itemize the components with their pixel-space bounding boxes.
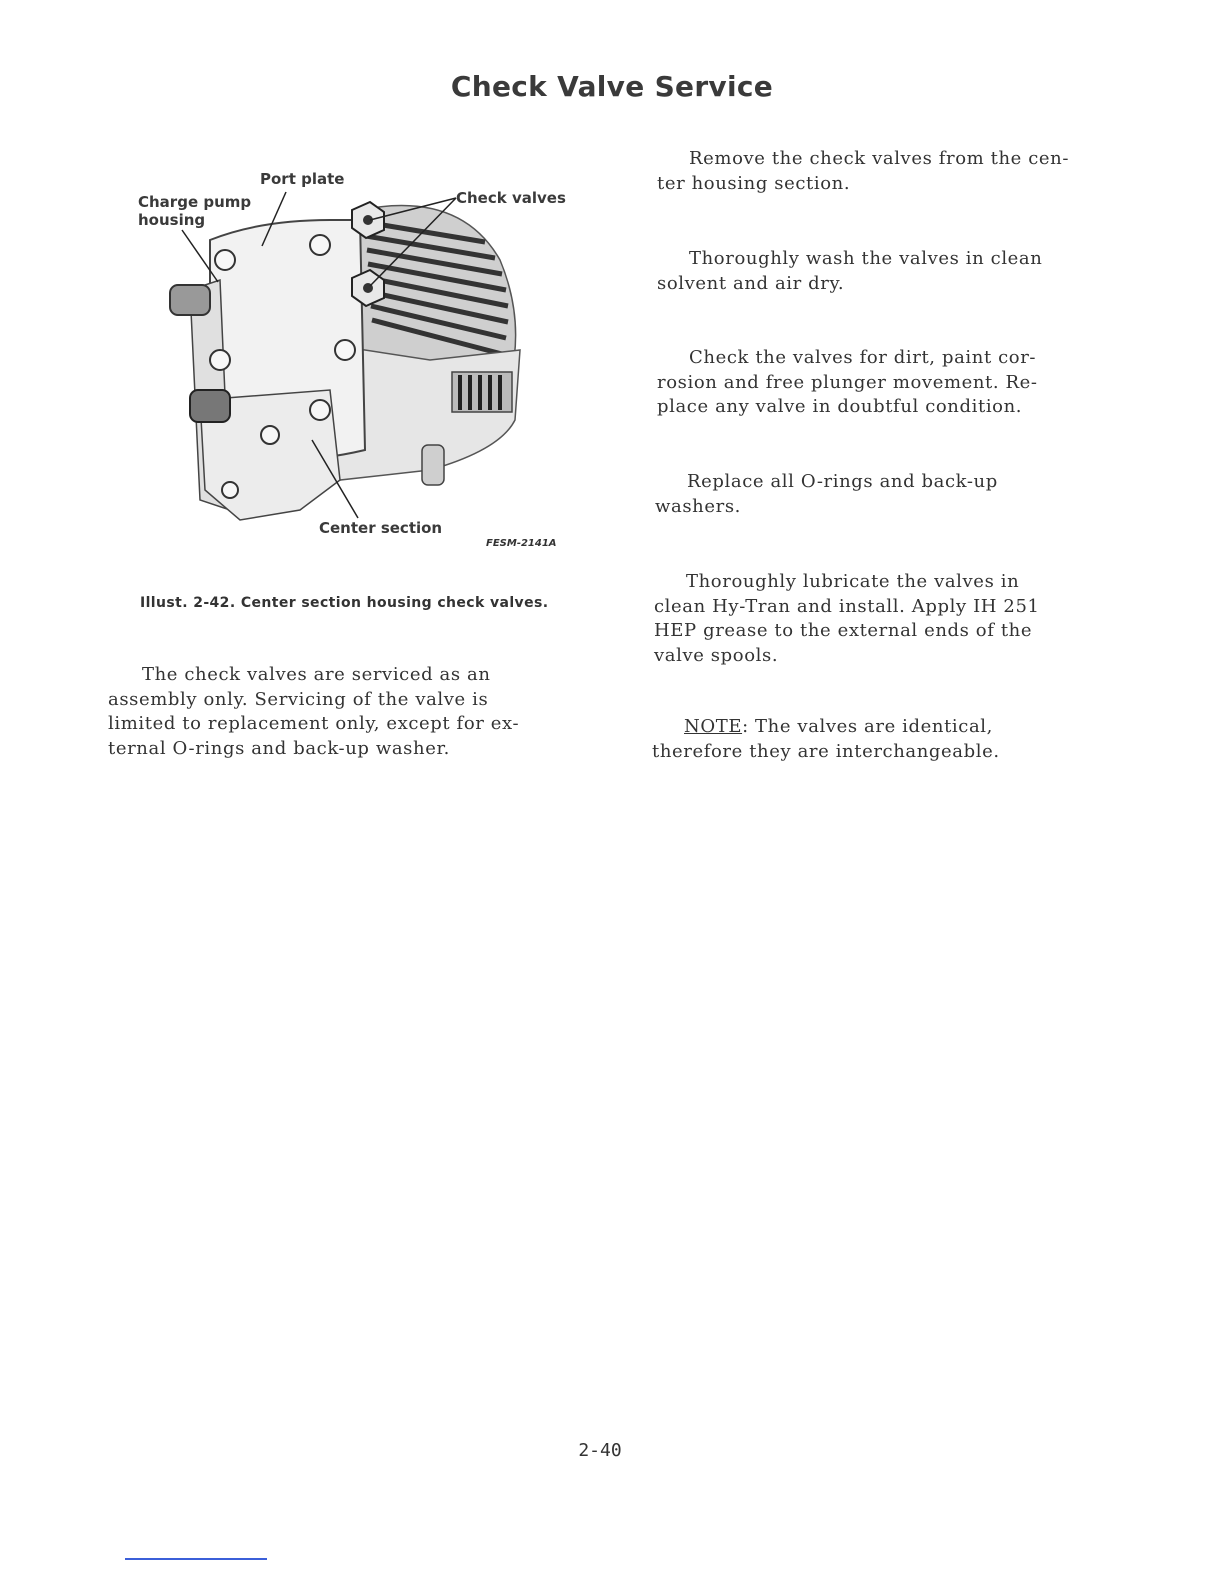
right-paragraph-1 xyxy=(657,147,1069,196)
text-line: HEP grease to the external ends of the xyxy=(654,620,1033,641)
callout-check-valves: Check valves xyxy=(456,189,566,207)
text-line: solvent and air dry. xyxy=(657,272,845,294)
text-line: ternal O-rings and back-up washer. xyxy=(108,737,451,759)
lower-shaft xyxy=(190,390,230,422)
text-line: Check the valves for dirt, paint cor- xyxy=(689,347,1037,368)
callout-charge-pump-line-2: housing xyxy=(138,211,206,229)
pump-illustration xyxy=(130,150,570,560)
text-line: ter housing section. xyxy=(657,172,851,194)
spring xyxy=(452,372,512,412)
text-line: Remove the check valves from the cen- xyxy=(689,148,1070,169)
note-text: : The valves are identical, xyxy=(742,716,993,737)
page-number: 2-40 xyxy=(578,1440,622,1461)
right-paragraph-4 xyxy=(655,470,998,519)
text-line: washers. xyxy=(655,495,741,517)
note-label: NOTE xyxy=(684,716,743,737)
callout-charge-pump: Charge pump xyxy=(138,193,252,211)
text-line: Replace all O-rings and back-up xyxy=(687,471,998,492)
left-paragraph xyxy=(108,663,519,761)
callout-center-section: Center section xyxy=(319,519,443,537)
text-line: Thoroughly wash the valves in clean xyxy=(689,248,1043,269)
right-paragraph-2 xyxy=(657,247,1042,296)
text-line: assembly only. Servicing of the valve is xyxy=(108,688,489,710)
footer-rule xyxy=(125,1558,267,1560)
figure-caption: Illust. 2-42. Center section housing check valves. xyxy=(140,595,549,611)
text-line: place any valve in doubtful condition. xyxy=(657,396,1023,417)
page-title: Check Valve Service xyxy=(450,70,774,103)
upper-shaft xyxy=(170,285,210,315)
right-paragraph-5 xyxy=(654,570,1040,668)
note-paragraph xyxy=(652,715,1000,764)
note-line-2: therefore they are interchangeable. xyxy=(652,740,1000,762)
text-line: limited to replacement only, except for ex- xyxy=(108,713,520,734)
text-line: Thoroughly lubricate the valves in xyxy=(686,571,1020,592)
text-line: rosion and free plunger movement. Re- xyxy=(657,371,1038,393)
bottom-fitting xyxy=(422,445,444,485)
callout-port-plate: Port plate xyxy=(260,170,345,188)
text-line: The check valves are serviced as an xyxy=(142,664,491,685)
text-line: valve spools. xyxy=(654,644,779,666)
text-line: clean Hy-Tran and install. Apply IH 251 xyxy=(654,595,1040,617)
note-line-1 xyxy=(652,715,1000,740)
figure-code: FESM-2141A xyxy=(486,538,557,549)
right-paragraph-3 xyxy=(657,346,1038,420)
